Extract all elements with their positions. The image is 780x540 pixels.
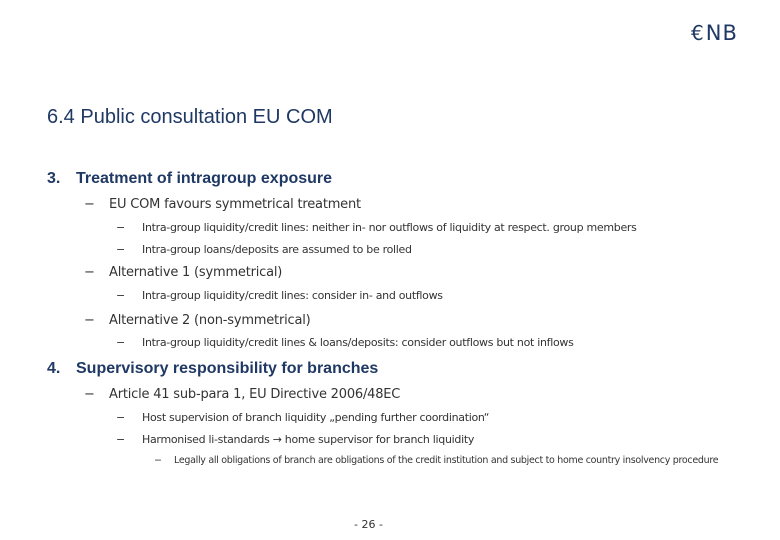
sub-bullet-item bbox=[116, 433, 474, 446]
dash-bullet-icon: − bbox=[154, 455, 162, 466]
sub-bullet-item bbox=[116, 289, 443, 302]
section-heading bbox=[47, 170, 332, 188]
dash-bullet-icon: − bbox=[84, 313, 95, 328]
section-number: 3. bbox=[47, 170, 61, 187]
bullet-text: Alternative 1 (symmetrical) bbox=[109, 265, 283, 280]
sub-bullet-text: Intra-group loans/deposits are assumed to be rolled bbox=[142, 243, 412, 256]
dash-bullet-icon: − bbox=[116, 221, 125, 234]
oenb-logo bbox=[691, 19, 738, 47]
bullet-text: Article 41 sub-para 1, EU Directive 2006/48EC bbox=[109, 387, 401, 402]
bullet-item bbox=[84, 387, 400, 402]
euro-icon: € bbox=[691, 21, 705, 45]
sub-bullet-item bbox=[116, 411, 489, 424]
section-title: Treatment of intragroup exposure bbox=[76, 170, 333, 187]
logo-text: NB bbox=[705, 21, 738, 45]
sub-sub-bullet-item bbox=[154, 453, 754, 469]
sub-bullet-text: Harmonised li-standards → home supervisor for branch liquidity bbox=[142, 433, 475, 446]
dash-bullet-icon: − bbox=[84, 197, 95, 212]
section-heading bbox=[47, 360, 378, 378]
sub-bullet-item bbox=[116, 336, 574, 349]
bullet-item bbox=[84, 313, 311, 328]
sub-sub-bullet-text: Legally all obligations of branch are obligations of the credit institution and subject to home country insolvency procedure bbox=[174, 455, 719, 466]
dash-bullet-icon: − bbox=[116, 336, 125, 349]
bullet-item bbox=[84, 197, 361, 212]
sub-bullet-item bbox=[116, 243, 412, 256]
bullet-item bbox=[84, 265, 282, 280]
dash-bullet-icon: − bbox=[116, 411, 125, 424]
sub-bullet-text: Intra-group liquidity/credit lines: neither in- nor outflows of liquidity at respect. group members bbox=[142, 221, 637, 234]
sub-bullet-text: Intra-group liquidity/credit lines & loans/deposits: consider outflows but not inflows bbox=[142, 336, 574, 349]
dash-bullet-icon: − bbox=[84, 387, 95, 402]
dash-bullet-icon: − bbox=[84, 265, 95, 280]
sub-bullet-item bbox=[116, 221, 637, 234]
bullet-text: Alternative 2 (non-symmetrical) bbox=[109, 313, 311, 328]
page-title: 6.4 Public consultation EU COM bbox=[47, 106, 333, 128]
bullet-text: EU COM favours symmetrical treatment bbox=[109, 197, 361, 212]
page-number: - 26 - bbox=[354, 518, 383, 531]
sub-bullet-text: Host supervision of branch liquidity „pending further coordination“ bbox=[142, 411, 490, 424]
sub-bullet-text: Intra-group liquidity/credit lines: consider in- and outflows bbox=[142, 289, 443, 302]
section-number: 4. bbox=[47, 360, 61, 377]
dash-bullet-icon: − bbox=[116, 433, 125, 446]
section-title: Supervisory responsibility for branches bbox=[76, 360, 379, 377]
dash-bullet-icon: − bbox=[116, 243, 125, 256]
dash-bullet-icon: − bbox=[116, 289, 125, 302]
